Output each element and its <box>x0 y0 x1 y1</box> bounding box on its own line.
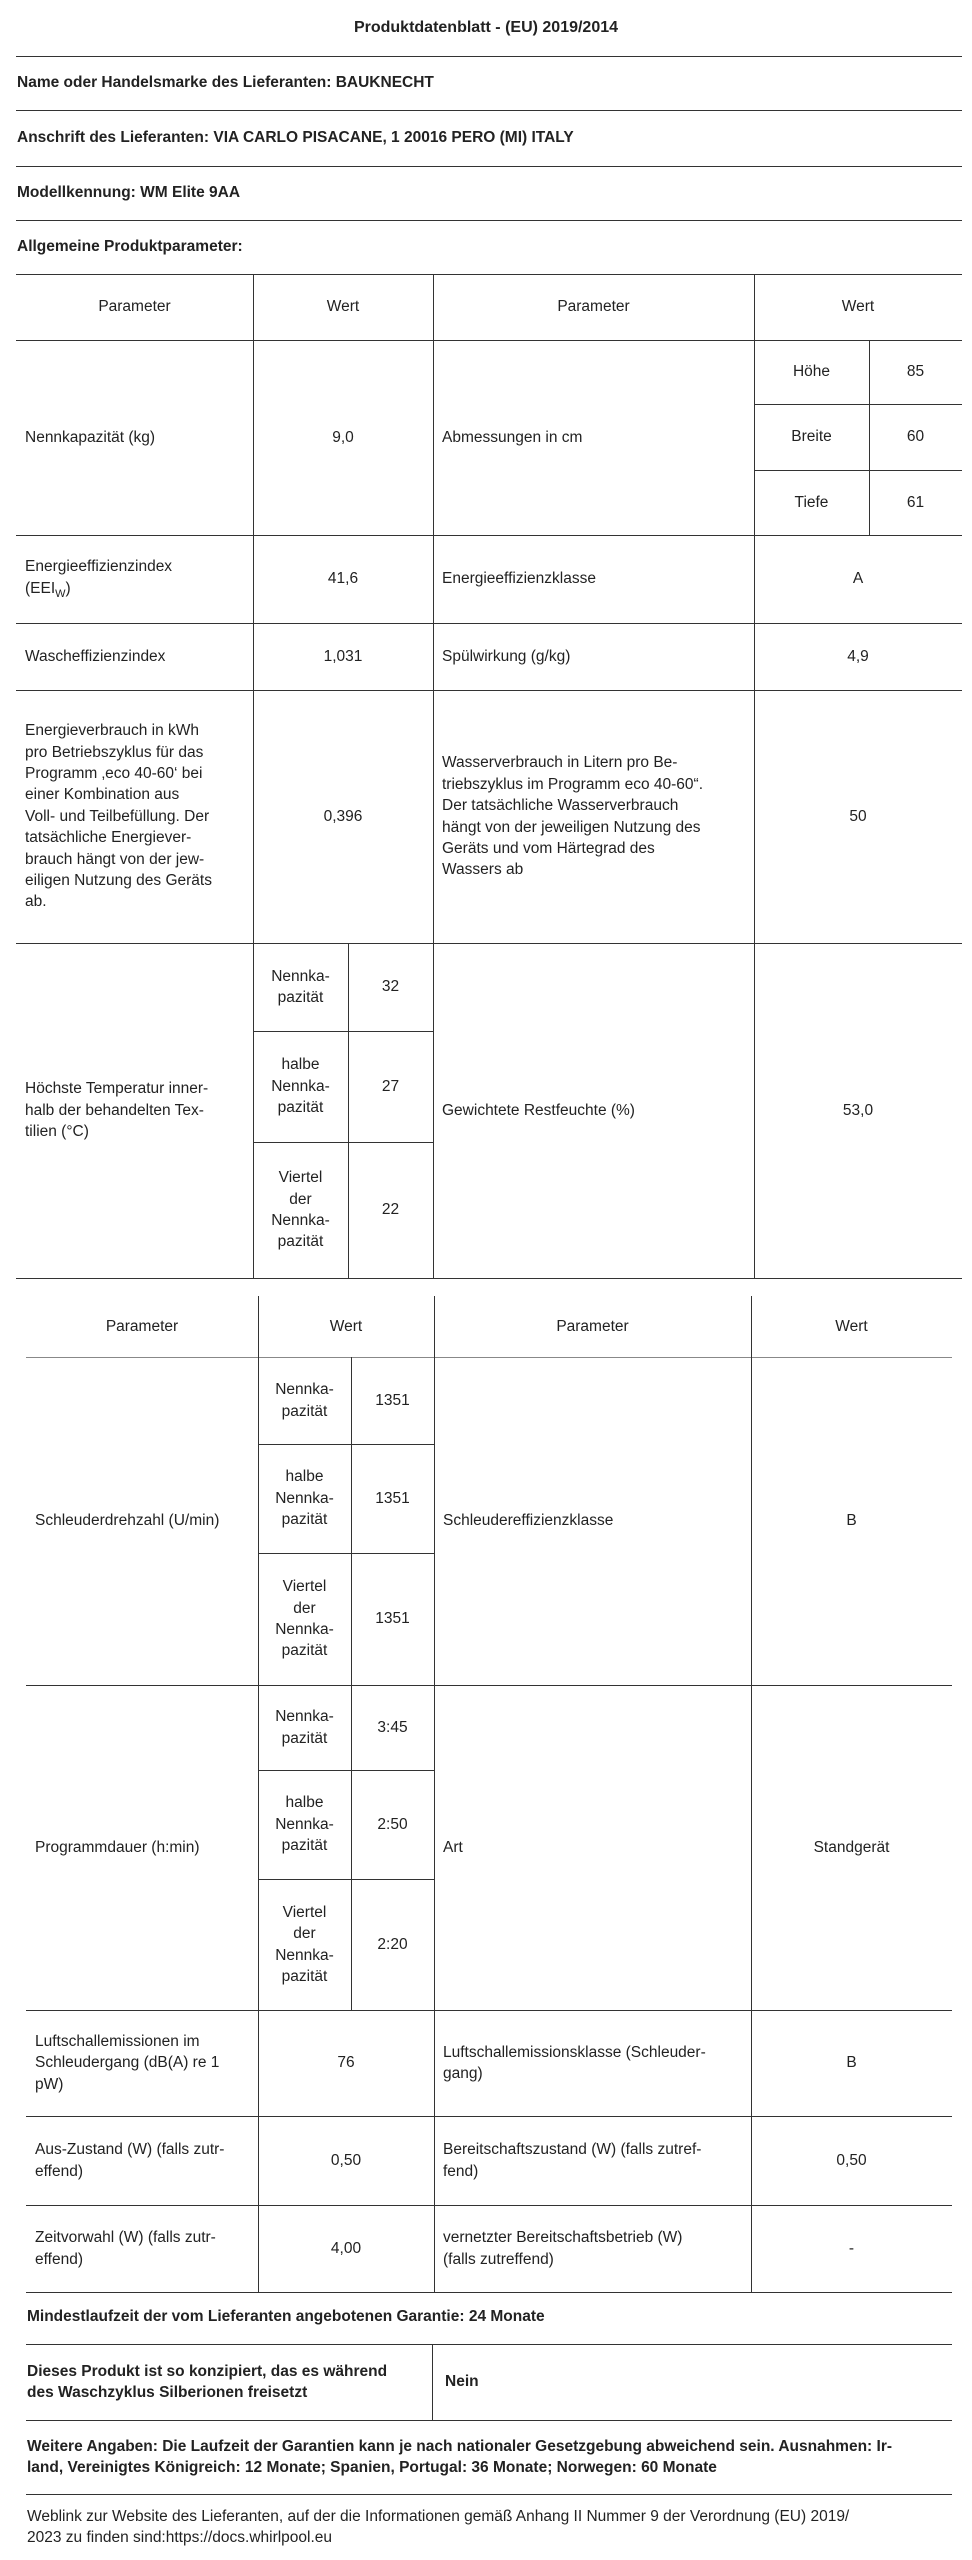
column-header-parameter: Parameter <box>105 1317 179 1335</box>
spin-quarter-capacity-label: Viertel der Nennka- pazität <box>275 1578 334 1660</box>
energy-class-value: A <box>852 570 864 588</box>
spin-half-capacity-label: halbe Nennka- pazität <box>275 1468 334 1529</box>
duration-half-capacity-value: 2:50 <box>377 1815 408 1833</box>
spin-quarter-capacity-value: 1351 <box>375 1610 410 1628</box>
divider <box>16 166 962 167</box>
supplier-name: Name oder Handelsmarke des Lieferanten: BAUKNECHT <box>17 74 434 92</box>
duration-half-capacity-label: halbe Nennka- pazität <box>275 1794 334 1855</box>
noise-class-label: Luftschallemissionsklasse (Schleuder- gang) <box>443 2043 706 2082</box>
energy-class-label: Energieeffizienzklasse <box>442 570 596 588</box>
temp-full-capacity-label: Nennka- pazität <box>271 967 330 1006</box>
divider <box>432 2344 433 2420</box>
energy-consumption-label: Energieverbrauch in kWh pro Betriebszyklus für das Programm ‚eco 40-60‘ bei einer Kombination aus Voll- und Teilbefüllung. Der tatsächliche Energiever- brauch hängt von der jew- eiligen Nutzung des Geräts ab. <box>25 722 212 911</box>
temp-quarter-capacity-label: Viertel der Nennka- pazität <box>271 1169 330 1251</box>
noise-value: 76 <box>337 2054 355 2072</box>
column-header-value: Wert <box>841 298 875 316</box>
duration-quarter-capacity-value: 2:20 <box>377 1935 408 1953</box>
height-label: Höhe <box>792 363 831 381</box>
spin-class-value: B <box>846 1512 857 1530</box>
width-label: Breite <box>791 428 832 446</box>
type-label: Art <box>443 1838 463 1856</box>
temp-quarter-capacity-value: 22 <box>381 1201 400 1219</box>
wash-efficiency-value: 1,031 <box>323 647 363 665</box>
guarantee-text: Mindestlaufzeit der vom Lieferanten angebotenen Garantie: 24 Monate <box>27 2308 545 2326</box>
moisture-value: 53,0 <box>842 1101 874 1119</box>
moisture-label: Gewichtete Restfeuchte (%) <box>442 1101 635 1119</box>
eei-label: Energieeffizienzindex $(EEI_W)$ <box>25 558 173 600</box>
spin-full-capacity-value: 1351 <box>375 1391 410 1409</box>
eei-value: 41,6 <box>327 570 359 588</box>
network-standby-label: vernetzter Bereitschaftsbetrieb (W) (falls zutreffend) <box>443 2229 683 2268</box>
column-header-value: Wert <box>329 1317 363 1335</box>
duration-full-capacity-value: 3:45 <box>377 1718 408 1736</box>
width-value: 60 <box>906 428 925 446</box>
noise-class-value: B <box>846 2054 857 2072</box>
spin-full-capacity-label: Nennka- pazität <box>275 1381 334 1420</box>
supplier-address: Anschrift des Lieferanten: VIA CARLO PISACANE, 1 20016 PERO (MI) ITALY <box>17 129 574 147</box>
spin-speed-label: Schleuderdrehzahl (U/min) <box>35 1512 220 1530</box>
divider <box>16 220 962 221</box>
off-mode-label: Aus-Zustand (W) (falls zutr- effend) <box>35 2141 225 2180</box>
duration-label: Programmdauer (h:min) <box>35 1838 200 1856</box>
divider <box>16 110 962 111</box>
temp-half-capacity-label: halbe Nennka- pazität <box>271 1056 330 1117</box>
network-standby-value: - <box>848 2239 855 2257</box>
water-consumption-value: 50 <box>849 807 867 825</box>
height-value: 85 <box>906 363 925 381</box>
dimensions-label: Abmessungen in cm <box>442 428 583 446</box>
divider <box>26 2420 952 2421</box>
divider <box>16 56 962 57</box>
standby-label: Bereitschaftszustand (W) (falls zutref- fend) <box>443 2141 702 2180</box>
supplier-weblink[interactable]: Weblink zur Website des Lieferanten, auf der die Informationen gemäß Anhang II Nummer 9 der Verordnung (EU) 2019/ 2023 zu finden sind:https://docs.whirlpool.eu <box>27 2507 850 2546</box>
column-header-value: Wert <box>835 1317 868 1335</box>
depth-label: Tiefe <box>794 493 829 511</box>
noise-label: Luftschallemissionen im Schleudergang (dB(A) re 1 pW) <box>35 2032 220 2093</box>
divider <box>26 2494 952 2495</box>
off-mode-value: 0,50 <box>330 2151 362 2169</box>
standby-value: 0,50 <box>836 2151 867 2169</box>
further-info: Weitere Angaben: Die Laufzeit der Garantien kann je nach nationaler Gesetzgebung abweichend sein. Ausnahmen: Ir- land, Vereinigtes Königreich: 12 Monate; Spanien, Portugal: 36 Monate; Norwegen: 60 Monate <box>27 2437 893 2476</box>
rinse-value: 4,9 <box>847 647 869 665</box>
temp-full-capacity-value: 32 <box>381 978 400 996</box>
type-value: Standgerät <box>813 1838 890 1856</box>
spin-class-label: Schleudereffizienzklasse <box>443 1512 614 1530</box>
silver-ions-label: Dieses Produkt ist so konzipiert, das es während des Waschzyklus Silberionen freisetzt <box>27 2362 388 2401</box>
delay-start-value: 4,00 <box>330 2239 362 2257</box>
silver-ions-value: Nein <box>445 2373 479 2391</box>
column-header-parameter: Parameter <box>557 298 630 316</box>
depth-value: 61 <box>906 493 925 511</box>
duration-full-capacity-label: Nennka- pazität <box>275 1708 334 1747</box>
column-header-value: Wert <box>326 298 360 316</box>
column-header-parameter: Parameter <box>556 1317 629 1335</box>
rinse-label: Spülwirkung (g/kg) <box>442 647 571 665</box>
capacity-value: 9,0 <box>332 428 354 446</box>
delay-start-label: Zeitvorwahl (W) (falls zutr- effend) <box>35 2229 216 2268</box>
model-identifier: Modellkennung: WM Elite 9AA <box>17 184 241 202</box>
wash-efficiency-label: Wascheffizienzindex <box>25 647 166 665</box>
temp-half-capacity-value: 27 <box>381 1077 400 1095</box>
spin-half-capacity-value: 1351 <box>375 1489 410 1507</box>
column-header-parameter: Parameter <box>98 298 171 316</box>
duration-quarter-capacity-label: Viertel der Nennka- pazität <box>275 1903 334 1985</box>
capacity-label: Nennkapazität (kg) <box>25 428 156 446</box>
energy-consumption-value: 0,396 <box>323 807 363 825</box>
water-consumption-label: Wasserverbrauch in Litern pro Be- triebszyklus im Programm eco 40-60“. Der tatsächliche Wasserverbrauch hängt von der jeweiligen Nutzung des Geräts und vom Härtegrad des Wassers ab <box>442 754 703 879</box>
general-params-heading: Allgemeine Produktparameter: <box>17 238 243 256</box>
temperature-label: Höchste Temperatur inner- halb der behandelten Tex- tilien (°C) <box>25 1080 209 1141</box>
page-title: Produktdatenblatt - (EU) 2019/2014 <box>353 18 619 36</box>
divider <box>26 2344 952 2345</box>
